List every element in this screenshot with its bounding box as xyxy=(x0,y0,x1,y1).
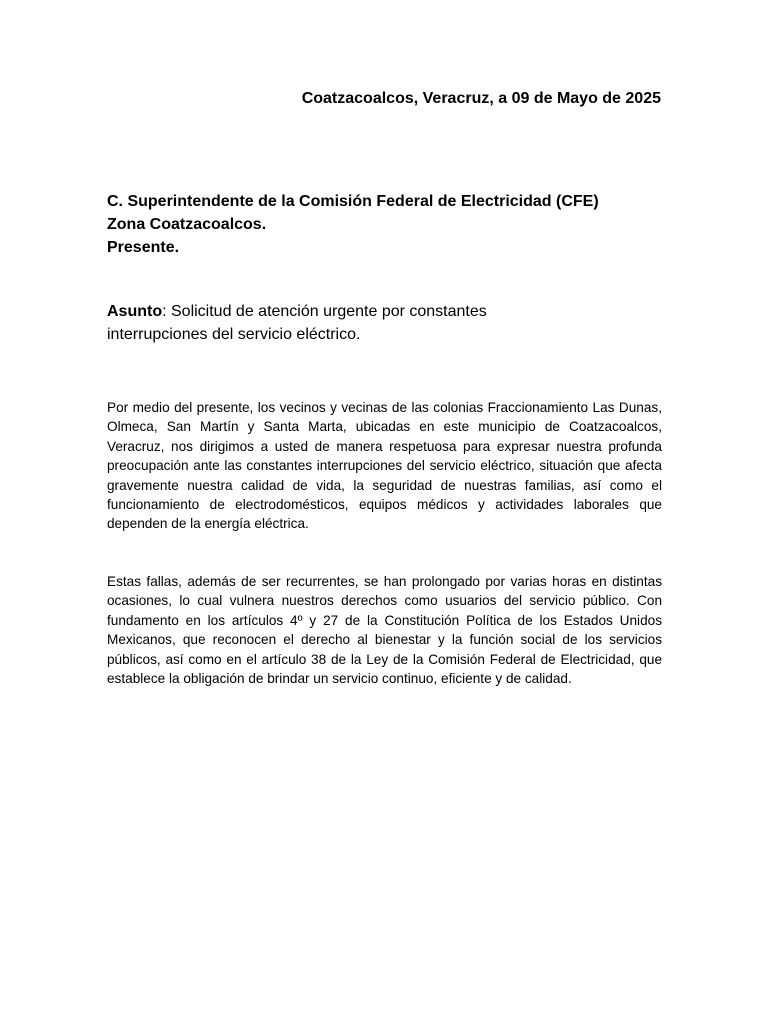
body-paragraph-1: Por medio del presente, los vecinos y vecinas de las colonias Fraccionamiento Las Dunas, Olmeca, San Martín y Santa Marta, ubicadas en este municipio de Coatzacoalcos, Veracruz, nos dirigimos a usted de manera respetuosa para expresar nuestra profunda preocupación ante las constantes interrupciones del servicio eléctrico, situación que afecta gravemente nuestra calidad de vida, la seguridad de nuestras familias, así como el funcionamiento de electrodomésticos, equipos médicos y actividades laborales que dependen de la energía eléctrica. xyxy=(107,400,662,532)
subject-line xyxy=(107,300,527,346)
subject-label: Asunto xyxy=(107,303,163,320)
addressee-block xyxy=(107,190,667,259)
body-paragraph-2: Estas fallas, además de ser recurrentes, se han prolongado por varias horas en distintas ocasiones, lo cual vulnera nuestros derechos como usuarios del servicio público. Con fundamento en los artículos 4º y 27 de la Constitución Política de los Estados Unidos Mexicanos, que reconocen el derecho al bienestar y la función social de los servicios públicos, así como en el artículo 38 de la Ley de la Comisión Federal de Electricidad, que establece la obligación de brindar un servicio continuo, eficiente y de calidad. xyxy=(107,574,662,687)
subject-text: : Solicitud de atención urgente por constantes interrupciones del servicio eléctrico. xyxy=(107,303,487,343)
addressee-greeting: Presente. xyxy=(107,239,180,256)
addressee-title: C. Superintendente de la Comisión Federal de Electricidad (CFE) xyxy=(107,193,599,210)
date-line: Coatzacoalcos, Veracruz, a 09 de Mayo de 2025 xyxy=(301,90,661,107)
addressee-zone: Zona Coatzacoalcos. xyxy=(107,216,267,233)
